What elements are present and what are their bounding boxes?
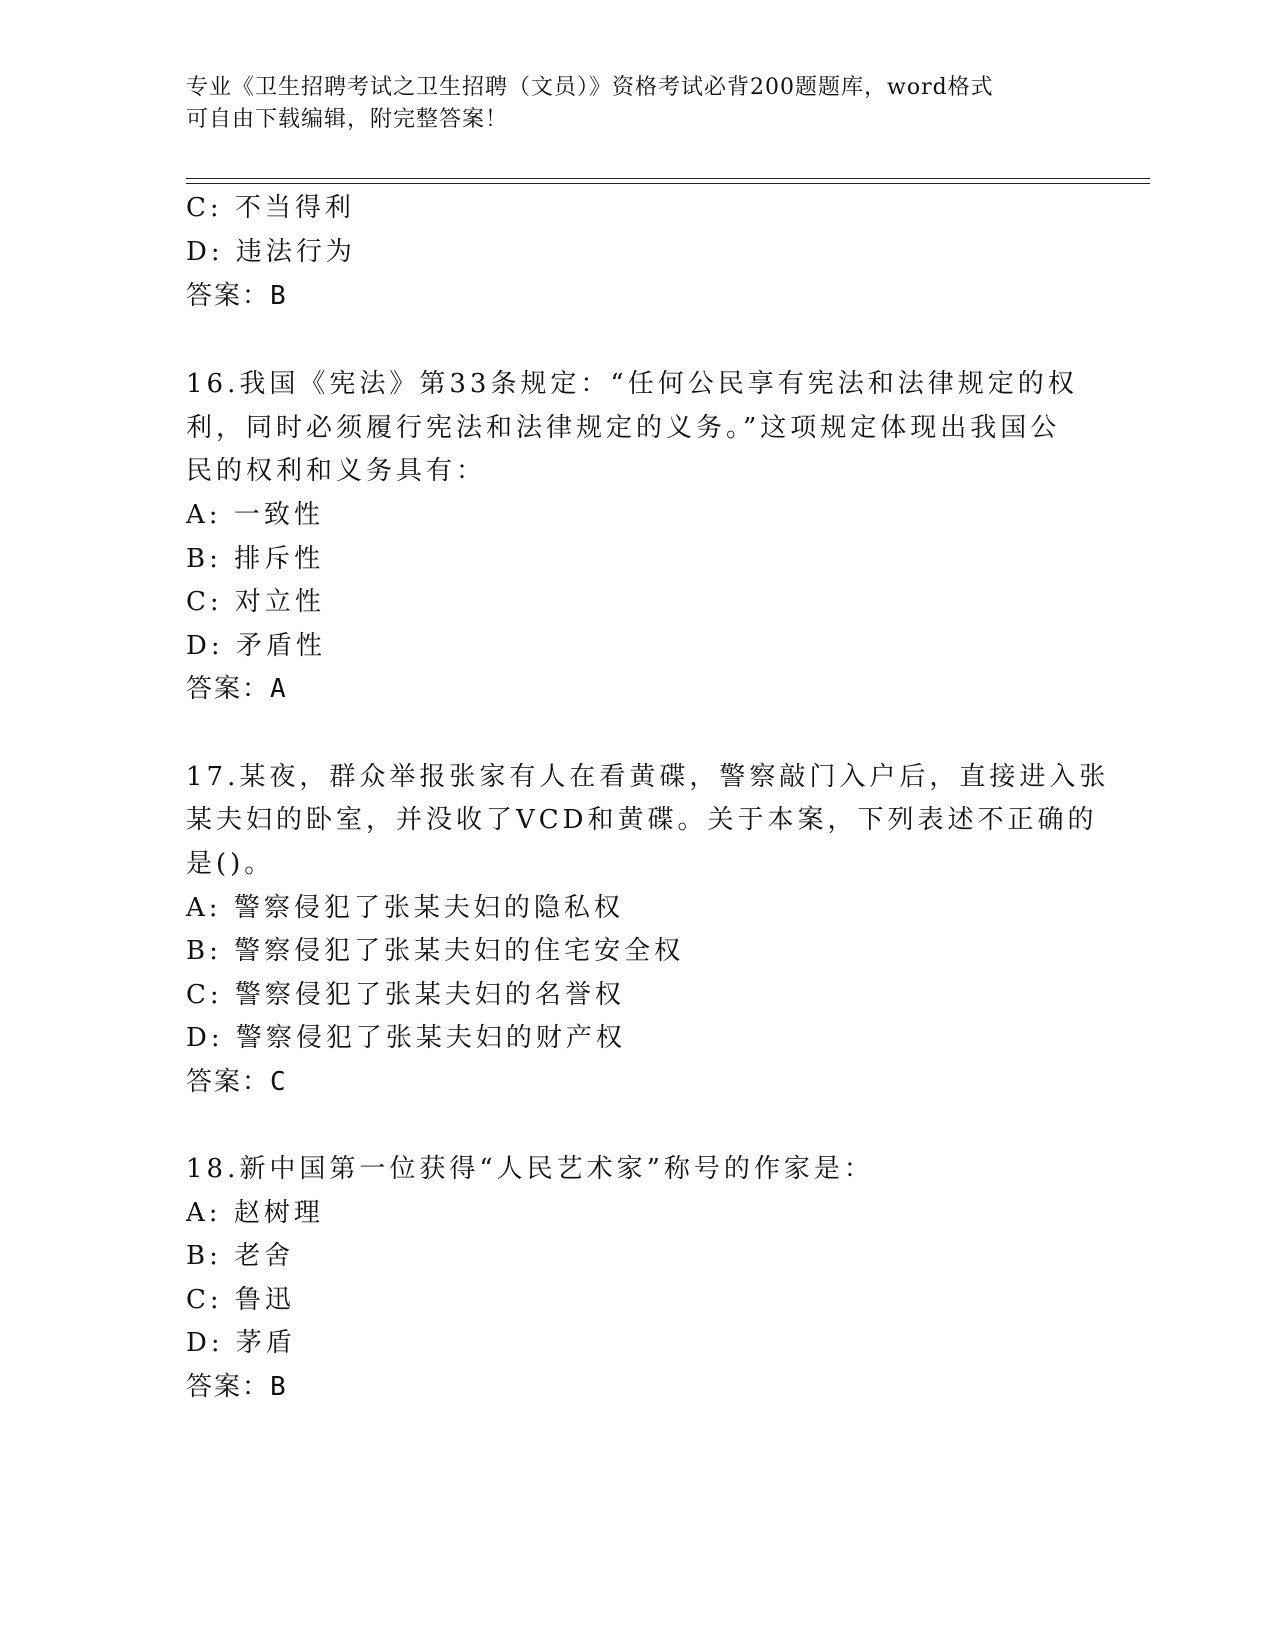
option-letter: A: [186,1198,222,1228]
option-text: 警察侵犯了张某夫妇的住宅安全权 [234,936,685,966]
answer-line [186,280,286,312]
question-18-option-d [186,1327,296,1359]
answer-value: B [270,281,286,311]
option-text: 排斥性 [234,544,325,574]
question-16-stem-line-2: 利，同时必须履行宪法和法律规定的义务。”这项规定体现出我国公 [186,413,1061,443]
answer-value: C [270,1067,286,1097]
question-17-stem-line-3: 是()。 [186,849,275,879]
question-16-option-b [186,543,324,575]
option-letter: B: [186,544,222,574]
question-16-stem-line-1: 16.我国《宪法》第33条规定：“任何公民享有宪法和法律规定的权 [186,369,1078,399]
option-text: 赵树理 [233,1198,324,1228]
answer-label: 答案： [186,1372,271,1402]
option-letter: C: [186,193,223,223]
question-17-stem-line-2: 某夫妇的卧室，并没收了VCD和黄碟。关于本案，下列表述不正确的 [186,805,1098,835]
question-16-stem-line-3: 民的权利和义务具有： [186,456,487,486]
answer-label: 答案： [186,281,271,311]
question-17-option-a [186,892,624,924]
option-letter: D: [186,1328,224,1358]
option-text: 警察侵犯了张某夫妇的隐私权 [233,893,624,923]
option-letter: C: [186,1285,223,1315]
question-16-answer [186,673,286,705]
option-letter: A: [186,893,222,923]
option-text: 警察侵犯了张某夫妇的财产权 [235,1023,626,1053]
option-text: 矛盾性 [235,631,326,661]
question-18-option-c [186,1284,295,1316]
option-letter: D: [186,1023,224,1053]
option-letter: D: [186,237,224,267]
answer-label: 答案： [186,674,271,704]
question-18-stem-line-1: 18.新中国第一位获得“人民艺术家”称号的作家是： [186,1154,874,1184]
answer-value: A [270,674,286,704]
option-text: 老舍 [234,1241,295,1271]
question-16-option-c [186,586,325,618]
option-letter: D: [186,631,224,661]
header-line-2: 可自由下载编辑，附完整答案！ [186,107,509,132]
header-divider-top [186,178,1150,179]
option-text: 对立性 [234,587,325,617]
answer-label: 答案： [186,1067,271,1097]
header-line-1: 专业《卫生招聘考试之卫生招聘（文员）》资格考试必背200题题库，word格式 [186,75,994,100]
option-text: 鲁迅 [234,1285,295,1315]
question-17-answer [186,1066,286,1098]
answer-value: B [270,1372,286,1402]
question-16-option-d [186,630,326,662]
option-text: 茅盾 [235,1328,296,1358]
question-18-option-b [186,1240,294,1272]
option-text: 一致性 [233,500,324,530]
option-letter: C: [186,587,223,617]
question-17-option-c [186,979,625,1011]
question-18-option-a [186,1197,324,1229]
header-divider-bottom [186,183,1150,184]
option-c [186,192,355,224]
option-letter: C: [186,980,223,1010]
question-18-answer [186,1371,286,1403]
question-17-option-d [186,1022,626,1054]
question-17-option-b [186,935,684,967]
option-text: 不当得利 [234,193,355,223]
question-16-option-a [186,499,324,531]
option-letter: A: [186,500,222,530]
question-17-stem-line-1: 17.某夜，群众举报张家有人在看黄碟，警察敲门入户后，直接进入张 [186,762,1110,792]
document-header [186,72,1066,136]
option-text: 违法行为 [235,237,356,267]
option-letter: B: [186,1241,222,1271]
option-letter: B: [186,936,222,966]
option-text: 警察侵犯了张某夫妇的名誉权 [234,980,625,1010]
option-d [186,236,356,268]
